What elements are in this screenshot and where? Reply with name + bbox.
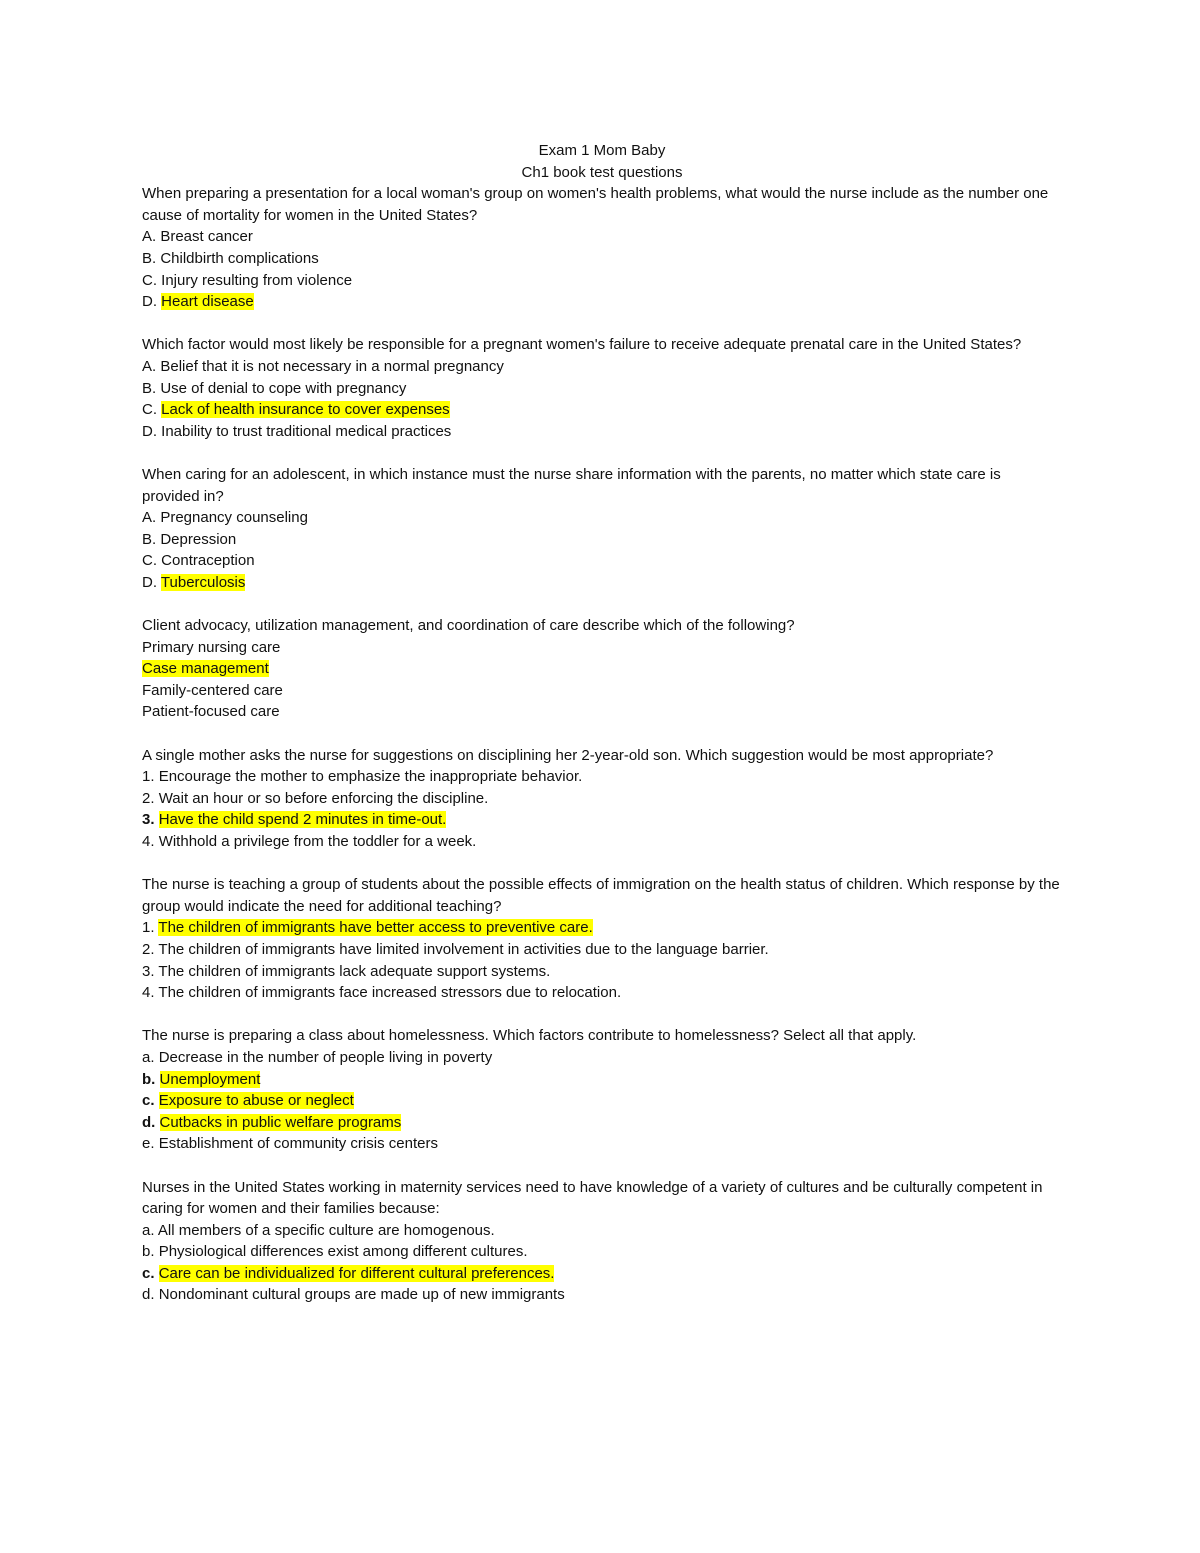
- question-block: [142, 183, 1062, 313]
- option-text: Contraception: [161, 552, 255, 570]
- answer-option-correct: [142, 809, 1062, 831]
- option-prefix: 1.: [142, 919, 159, 937]
- question-text: Nurses in the United States working in maternity services need to have knowledge of a variety of cultures and be culturally competent in caring for women and their families because:: [142, 1178, 1043, 1218]
- question-block: [142, 1025, 1062, 1155]
- answer-option: [142, 982, 1062, 1004]
- option-text: Depression: [160, 530, 237, 548]
- answer-option-correct: [142, 658, 1062, 680]
- answer-option: [142, 680, 1062, 702]
- highlighted-answer-text: Care can be individualized for different cultural preferences.: [158, 1264, 555, 1282]
- option-text: Physiological differences exist among different cultures.: [158, 1243, 528, 1261]
- option-text: Childbirth complications: [160, 249, 319, 267]
- document-page: [142, 140, 1062, 1306]
- option-prefix: A.: [142, 228, 161, 246]
- answer-option-correct: [142, 291, 1062, 313]
- question-text: When preparing a presentation for a local woman's group on women's health problems, what would the nurse include as the number one cause of mortality for women in the United States?: [142, 185, 1049, 224]
- answer-option: [142, 831, 1062, 853]
- option-text: The children of immigrants face increased stressors due to relocation.: [158, 984, 622, 1002]
- answer-option: [142, 248, 1062, 270]
- questions-list: [142, 183, 1062, 1306]
- answer-option: [142, 1220, 1062, 1242]
- answer-option: [142, 1241, 1062, 1263]
- answer-option-correct: [142, 917, 1062, 939]
- answer-option: [142, 1284, 1062, 1306]
- option-text: The children of immigrants lack adequate support systems.: [158, 962, 551, 980]
- option-prefix: b.: [142, 1243, 159, 1261]
- highlighted-answer-text: Exposure to abuse or neglect: [158, 1092, 354, 1110]
- highlighted-answer-text: Lack of health insurance to cover expenses: [161, 401, 450, 419]
- answer-option: [142, 766, 1062, 788]
- option-prefix: C.: [142, 401, 162, 419]
- answer-option: [142, 529, 1062, 551]
- answer-option: [142, 961, 1062, 983]
- option-text: Wait an hour or so before enforcing the discipline.: [158, 789, 489, 807]
- highlighted-answer-text: Case management: [142, 660, 269, 678]
- answer-option: [142, 378, 1062, 400]
- question-text: Client advocacy, utilization management, and coordination of care describe which of the following?: [142, 617, 795, 635]
- option-text: Injury resulting from violence: [161, 271, 353, 289]
- answer-option: [142, 356, 1062, 378]
- answer-option: [142, 507, 1062, 529]
- question-text: When caring for an adolescent, in which instance must the nurse share information with the parents, no matter which state care is provided in?: [142, 465, 1001, 505]
- paragraph-gap: [142, 313, 1062, 335]
- answer-option: [142, 1133, 1062, 1155]
- option-text: Primary nursing care: [142, 638, 281, 656]
- option-prefix: 3.: [142, 811, 159, 829]
- option-text: All members of a specific culture are homogenous.: [157, 1221, 495, 1239]
- question-block: [142, 874, 1062, 1004]
- option-text: Belief that it is not necessary in a normal pregnancy: [160, 357, 504, 375]
- option-prefix: D.: [142, 422, 162, 440]
- answer-option-correct: [142, 572, 1062, 594]
- option-prefix: B.: [142, 530, 161, 548]
- answer-option-correct: [142, 1263, 1062, 1285]
- question-text: The nurse is preparing a class about homelessness. Which factors contribute to homelessness? Select all that apply.: [142, 1027, 917, 1045]
- question-text: The nurse is teaching a group of students about the possible effects of immigration on the health status of children. Which response by the group would indicate the need for additional teaching?: [142, 876, 1060, 915]
- option-text: Inability to trust traditional medical practices: [161, 422, 452, 440]
- option-prefix: 3.: [142, 962, 159, 980]
- answer-option: [142, 421, 1062, 443]
- option-prefix: a.: [142, 1221, 158, 1239]
- option-prefix: A.: [142, 357, 161, 375]
- answer-option-correct: [142, 1112, 1062, 1134]
- option-text: Use of denial to cope with pregnancy: [160, 379, 407, 397]
- question-block: [142, 745, 1062, 853]
- paragraph-gap: [142, 442, 1062, 464]
- option-text: Encourage the mother to emphasize the inappropriate behavior.: [158, 768, 583, 786]
- answer-option-correct: [142, 1069, 1062, 1091]
- option-prefix: A.: [142, 509, 161, 527]
- option-prefix: 4.: [142, 984, 159, 1002]
- question-text: A single mother asks the nurse for suggestions on disciplining her 2-year-old son. Which suggestion would be most appropriate?: [142, 746, 994, 764]
- option-text: Pregnancy counseling: [160, 509, 308, 527]
- document-subtitle: Ch1 book test questions: [521, 163, 683, 181]
- question-block: [142, 615, 1062, 723]
- question-block: [142, 1177, 1062, 1307]
- option-text: Establishment of community crisis centers: [158, 1135, 438, 1153]
- option-prefix: a.: [142, 1048, 159, 1066]
- option-text: Family-centered care: [142, 681, 283, 699]
- option-prefix: 2.: [142, 940, 159, 958]
- document-title: Exam 1 Mom Baby: [538, 142, 666, 159]
- option-prefix: 1.: [142, 768, 159, 786]
- answer-option: [142, 550, 1062, 572]
- option-prefix: B.: [142, 249, 161, 267]
- paragraph-gap: [142, 1155, 1062, 1177]
- highlighted-answer-text: Heart disease: [161, 293, 254, 311]
- paragraph-gap: [142, 1004, 1062, 1026]
- option-prefix: d.: [142, 1286, 159, 1304]
- answer-option: [142, 701, 1062, 723]
- paragraph-gap: [142, 853, 1062, 875]
- highlighted-answer-text: The children of immigrants have better access to preventive care.: [158, 919, 593, 937]
- answer-option-correct: [142, 1090, 1062, 1112]
- option-text: Withhold a privilege from the toddler for a week.: [158, 833, 477, 850]
- option-text: Decrease in the number of people living in poverty: [158, 1048, 493, 1066]
- option-prefix: B.: [142, 379, 161, 397]
- question-block: [142, 334, 1062, 442]
- option-prefix: d.: [142, 1113, 160, 1131]
- answer-option: [142, 939, 1062, 961]
- highlighted-answer-text: Unemployment: [159, 1070, 261, 1088]
- answer-option: [142, 270, 1062, 292]
- option-prefix: C.: [142, 271, 162, 289]
- option-text: Patient-focused care: [142, 703, 280, 721]
- option-prefix: b.: [142, 1070, 160, 1088]
- option-prefix: C.: [142, 552, 162, 570]
- answer-option-correct: [142, 399, 1062, 421]
- highlighted-answer-text: Cutbacks in public welfare programs: [159, 1113, 402, 1131]
- answer-option: [142, 226, 1062, 248]
- option-prefix: D.: [142, 293, 162, 311]
- paragraph-gap: [142, 723, 1062, 745]
- answer-option: [142, 1047, 1062, 1069]
- answer-option: [142, 788, 1062, 810]
- answer-option: [142, 637, 1062, 659]
- option-prefix: e.: [142, 1135, 159, 1153]
- option-prefix: D.: [142, 573, 161, 591]
- highlighted-answer-text: Have the child spend 2 minutes in time-out.: [158, 811, 447, 829]
- option-prefix: 4.: [142, 833, 159, 850]
- option-text: Nondominant cultural groups are made up of new immigrants: [158, 1286, 565, 1304]
- option-prefix: 2.: [142, 789, 159, 807]
- option-text: Breast cancer: [160, 228, 253, 246]
- question-block: [142, 464, 1062, 594]
- option-prefix: c.: [142, 1092, 159, 1110]
- option-text: The children of immigrants have limited involvement in activities due to the language barrier.: [158, 940, 769, 958]
- option-prefix: c.: [142, 1264, 159, 1282]
- paragraph-gap: [142, 593, 1062, 615]
- highlighted-answer-text: Tuberculosis: [160, 573, 246, 591]
- question-text: Which factor would most likely be responsible for a pregnant women's failure to receive adequate prenatal care in the United States?: [142, 336, 1022, 354]
